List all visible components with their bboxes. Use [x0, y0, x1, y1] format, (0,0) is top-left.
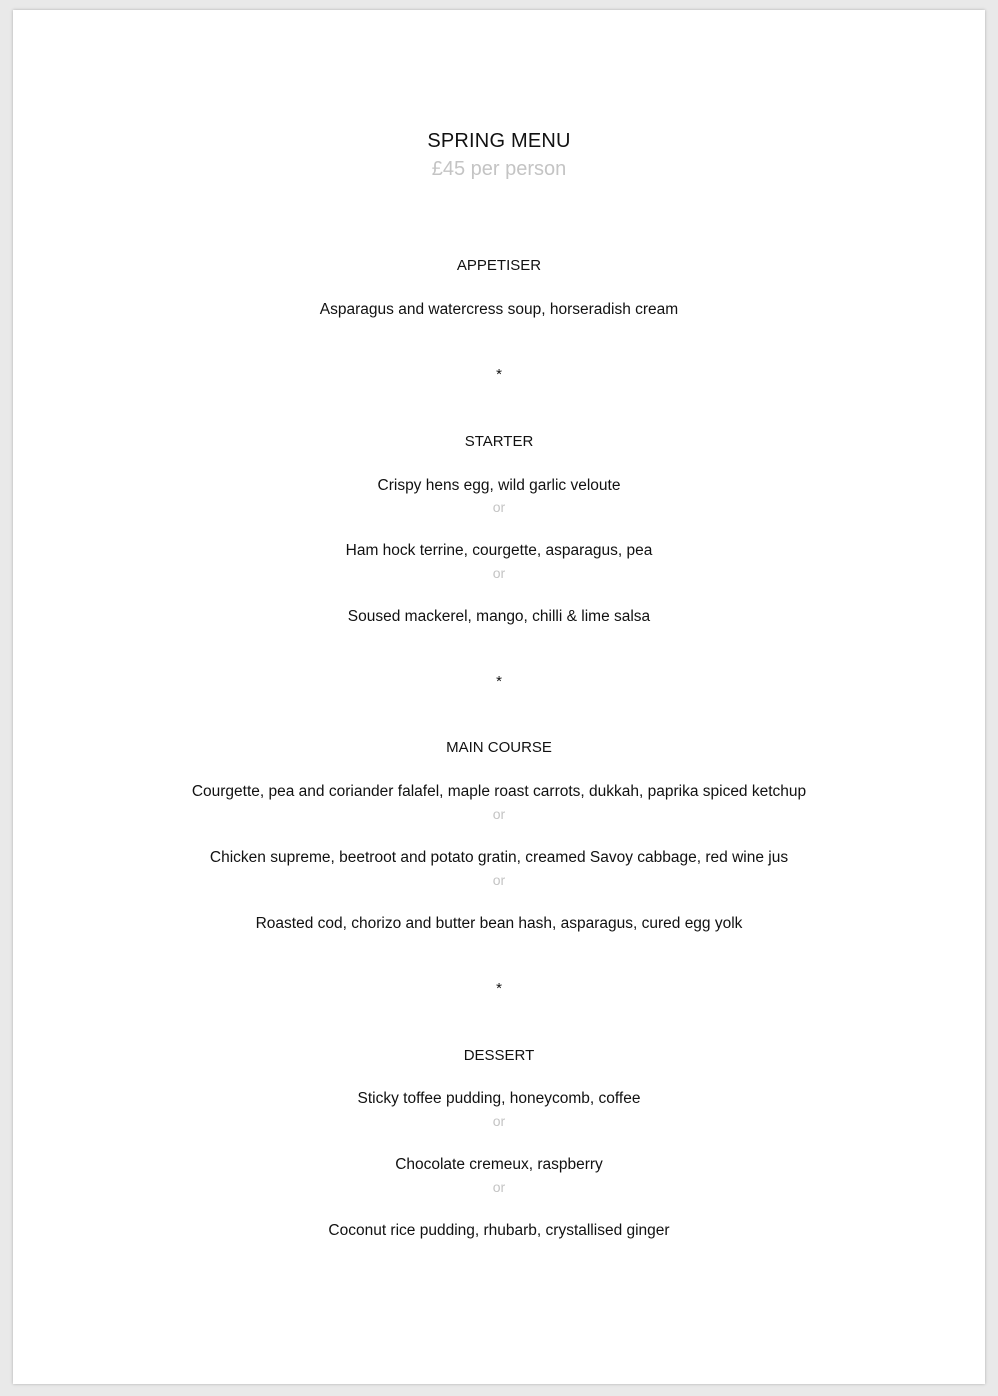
section-separator: * — [496, 366, 502, 383]
menu-price: £45 per person — [431, 158, 567, 180]
menu-item: Coconut rice pudding, rhubarb, crystallised ginger — [328, 1222, 670, 1239]
menu-item: Soused mackerel, mango, chilli & lime salsa — [347, 608, 651, 625]
menu-item: Ham hock terrine, courgette, asparagus, pea — [345, 542, 653, 559]
or-divider: or — [492, 872, 506, 888]
or-divider: or — [492, 499, 506, 515]
menu-item: Crispy hens egg, wild garlic veloute — [377, 477, 621, 494]
or-divider: or — [492, 1179, 506, 1195]
menu-item: Asparagus and watercress soup, horseradish cream — [319, 301, 679, 318]
section-separator: * — [496, 673, 502, 690]
menu-item: Courgette, pea and coriander falafel, maple roast carrots, dukkah, paprika spiced ketchup — [191, 783, 807, 800]
section-heading-dessert: DESSERT — [463, 1047, 535, 1064]
or-divider: or — [492, 1113, 506, 1129]
section-separator: * — [496, 980, 502, 997]
menu-item: Roasted cod, chorizo and butter bean hash, asparagus, cured egg yolk — [255, 915, 743, 932]
menu-item: Chicken supreme, beetroot and potato gratin, creamed Savoy cabbage, red wine jus — [209, 849, 789, 866]
menu-page — [13, 10, 985, 1384]
menu-item: Sticky toffee pudding, honeycomb, coffee — [357, 1090, 641, 1107]
section-heading-main-course: MAIN COURSE — [446, 739, 552, 756]
section-heading-starter: STARTER — [464, 433, 534, 450]
or-divider: or — [492, 806, 506, 822]
menu-item: Chocolate cremeux, raspberry — [395, 1156, 603, 1173]
section-heading-appetiser: APPETISER — [456, 257, 542, 274]
menu-title: SPRING MENU — [427, 130, 571, 152]
or-divider: or — [492, 565, 506, 581]
